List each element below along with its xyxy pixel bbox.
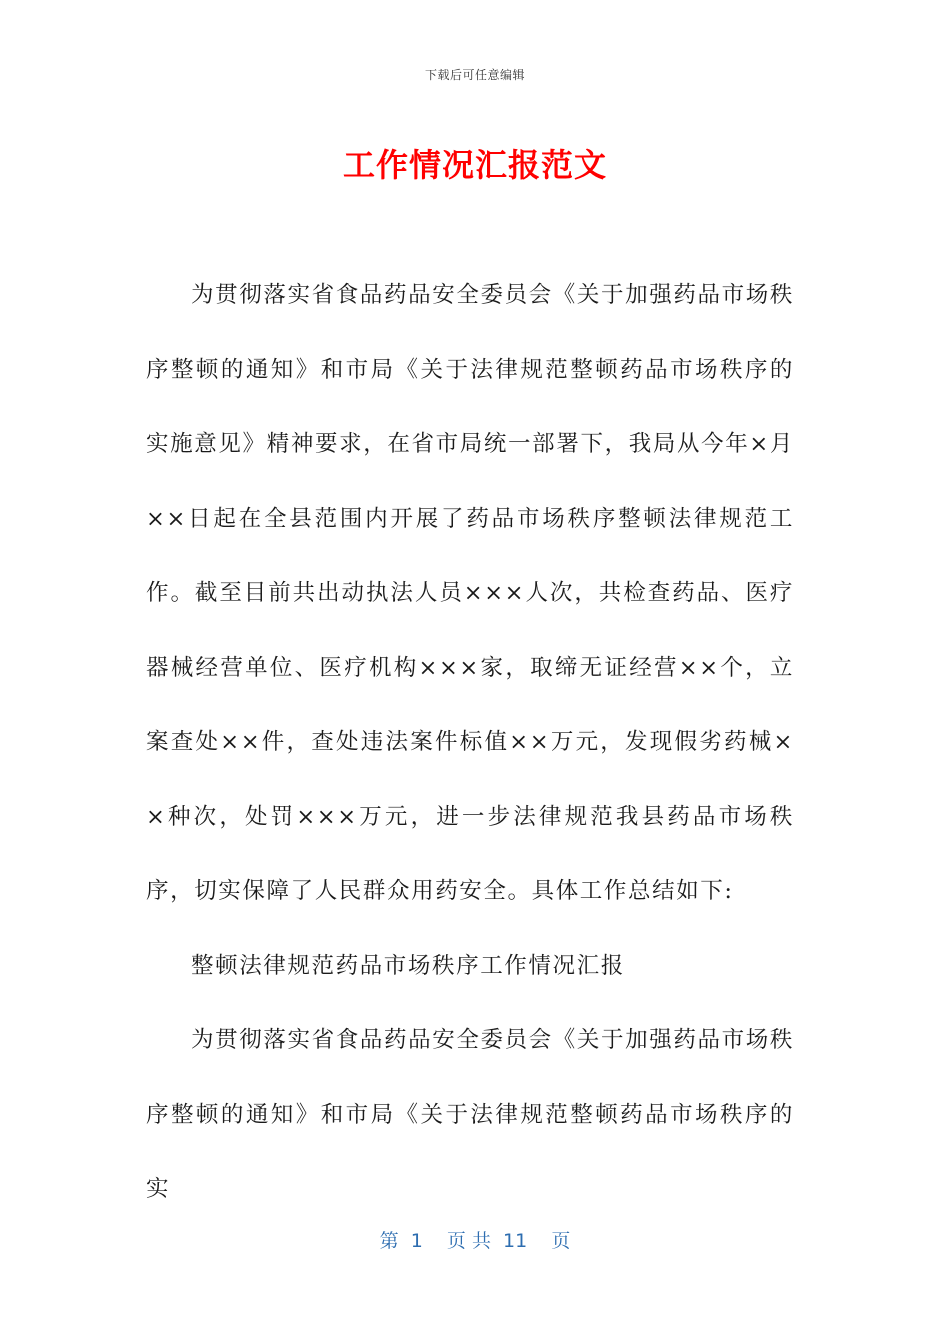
body-paragraph: 为贯彻落实省食品药品安全委员会《关于加强药品市场秩序整顿的通知》和市局《关于法律规范整顿药品市场秩序的实: [146, 1027, 794, 1202]
document-body: [146, 258, 794, 1227]
header-note: 下载后可任意编辑: [424, 68, 525, 82]
body-paragraph: 为贯彻落实省食品药品安全委员会《关于加强药品市场秩序整顿的通知》和市局《关于法律规范整顿药品市场秩序的实施意见》精神要求，在省市局统一部署下，我局从今年×月××日起在全县范围内开展了药品市场秩序整顿法律规范工作。截至目前共出动执法人员×××人次，共检查药品、医疗器械经营单位、医疗机构×××家，取缔无证经营××个，立案查处××件，查处违法案件标值××万元，发现假劣药械××种次，处罚×××万元，进一步法律规范我县药品市场秩序，切实保障了人民群众用药安全。具体工作总结如下:: [146, 282, 794, 904]
page-number-footer: 第 1 页 共 11 页: [379, 1230, 571, 1252]
section-heading: 整顿法律规范药品市场秩序工作情况汇报: [191, 952, 625, 979]
document-title: 工作情况汇报范文: [342, 146, 607, 184]
